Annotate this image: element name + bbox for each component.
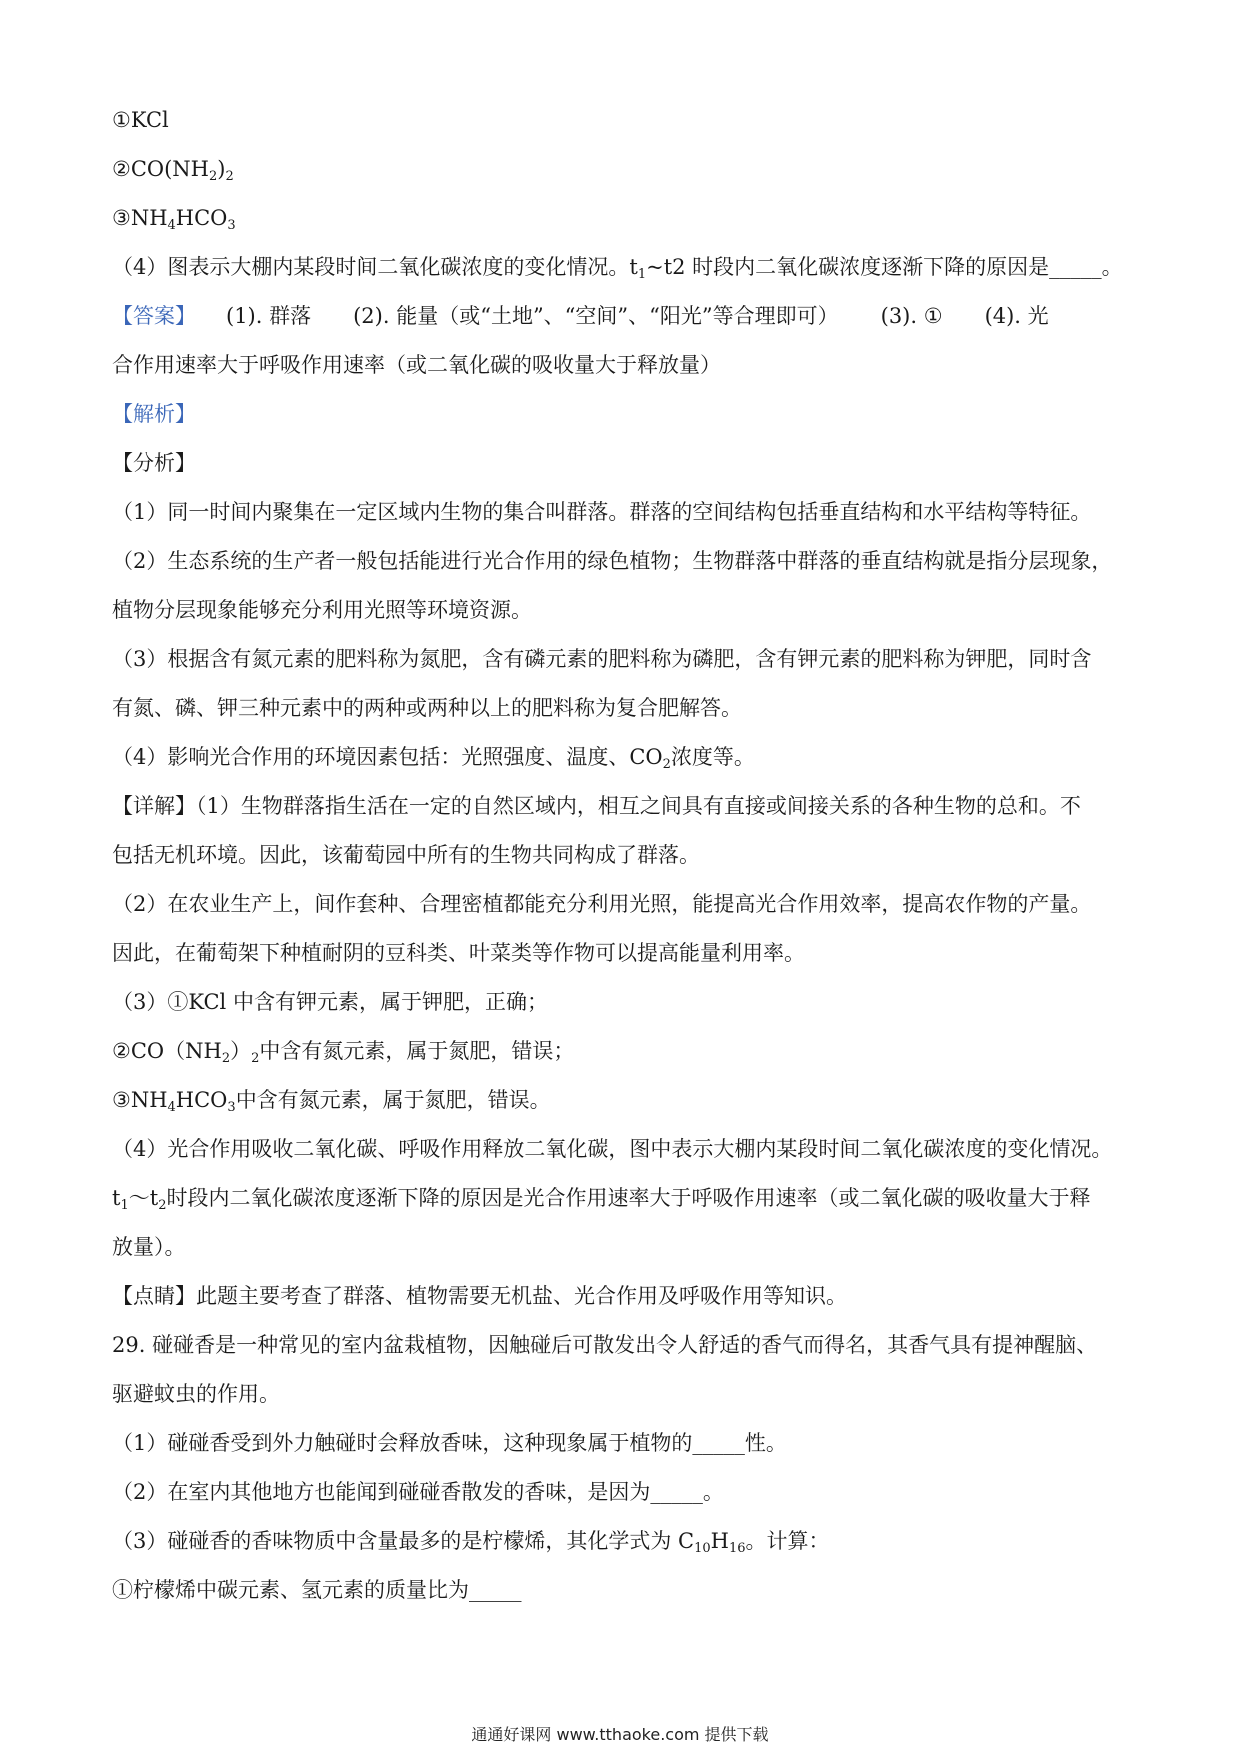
q29-sub-1: （1）碰碰香受到外力触碰时会释放香味，这种现象属于植物的_____性。 — [112, 1431, 787, 1455]
analysis-p4: （4）影响光合作用的环境因素包括：光照强度、温度、$CO_2$浓度等。 — [112, 745, 755, 772]
detail-d4c: 放量）。 — [112, 1235, 186, 1259]
option-2: $②CO(NH_2)_2$ — [112, 157, 234, 184]
page-footer: 通通好课网 www.tthaoke.com 提供下载 — [471, 1725, 769, 1744]
detail-d4a: （4）光合作用吸收二氧化碳、呼吸作用释放二氧化碳，图中表示大棚内某段时间二氧化碳浓度的变化情况。 — [112, 1137, 1113, 1161]
answer-line-2: 合作用速率大于呼吸作用速率（或二氧化碳的吸收量大于释放量） — [112, 353, 721, 377]
comment-tag: 【点睛】 — [112, 1284, 196, 1308]
detail-d2b: 因此，在葡萄架下种植耐阴的豆科类、叶菜类等作物可以提高能量利用率。 — [112, 941, 805, 965]
q29-sub-4: ①柠檬烯中碳元素、氢元素的质量比为_____ — [112, 1578, 522, 1602]
q29-sub-3: （3）碰碰香的香味物质中含量最多的是柠檬烯，其化学式为 $C_{10}H_{16}$。计算： — [112, 1529, 830, 1556]
option-3: $③NH_4HCO_3$ — [112, 206, 236, 233]
detail-d3b: $②CO(NH_2)_2$中含有氮元素，属于氮肥，错误； — [112, 1039, 575, 1066]
analysis-heading: 【分析】 — [112, 451, 196, 475]
analysis-tag: 【解析】 — [112, 402, 196, 426]
detail-d1b: 包括无机环境。因此，该葡萄园中所有的生物共同构成了群落。 — [112, 843, 700, 867]
detail-tag: 【详解】 — [112, 794, 196, 818]
detail-d4b: $t_1\sim t_2$时段内二氧化碳浓度逐渐下降的原因是光合作用速率大于呼吸作用速率（或二氧化碳的吸收量大于释 — [112, 1186, 1091, 1213]
option-1: ①KCl — [112, 108, 169, 132]
document-body — [112, 96, 1132, 1615]
detail-d3c: $③NH_4HCO_3$中含有氮元素，属于氮肥，错误。 — [112, 1088, 551, 1115]
analysis-p1: （1）同一时间内聚集在一定区域内生物的集合叫群落。群落的空间结构包括垂直结构和水平结构等特征。 — [112, 500, 1092, 524]
analysis-p2a: （2）生态系统的生产者一般包括能进行光合作用的绿色植物；生物群落中群落的垂直结构就是指分层现象， — [112, 549, 1113, 573]
q29-line-1: 29. 碰碰香是一种常见的室内盆栽植物，因触碰后可散发出令人舒适的香气而得名，其香气具有提神醒脑、 — [112, 1333, 1098, 1357]
analysis-p3a: （3）根据含有氮元素的肥料称为氮肥，含有磷元素的肥料称为磷肥，含有钾元素的肥料称为钾肥，同时含 — [112, 647, 1092, 671]
detail-d1a: 【详解】（1）生物群落指生活在一定的自然区域内，相互之间具有直接或间接关系的各种生物的总和。不 — [112, 794, 1081, 818]
question-4: （4）图表示大棚内某段时间二氧化碳浓度的变化情况。$t_1\sim t2$ 时段内二氧化碳浓度逐渐下降的原因是_____。 — [112, 255, 1123, 282]
q29-line-2: 驱避蚊虫的作用。 — [112, 1382, 280, 1406]
detail-d3a: （3）①KCl 中含有钾元素，属于钾肥，正确； — [112, 990, 548, 1014]
analysis-p3b: 有氮、磷、钾三种元素中的两种或两种以上的肥料称为复合肥解答。 — [112, 696, 742, 720]
answer-tag: 【答案】 — [112, 304, 196, 328]
q29-sub-2: （2）在室内其他地方也能闻到碰碰香散发的香味，是因为_____。 — [112, 1480, 724, 1504]
detail-d2a: （2）在农业生产上，间作套种、合理密植都能充分利用光照，能提高光合作用效率，提高农作物的产量。 — [112, 892, 1092, 916]
analysis-p2b: 植物分层现象能够充分利用光照等环境资源。 — [112, 598, 532, 622]
answer-line-1: 【答案】 (1). 群落 (2). 能量（或“土地”、“空间”、“阳光”等合理即可） (3). ① (4). 光 — [112, 304, 1049, 328]
comment-line: 【点睛】此题主要考查了群落、植物需要无机盐、光合作用及呼吸作用等知识。 — [112, 1284, 847, 1308]
